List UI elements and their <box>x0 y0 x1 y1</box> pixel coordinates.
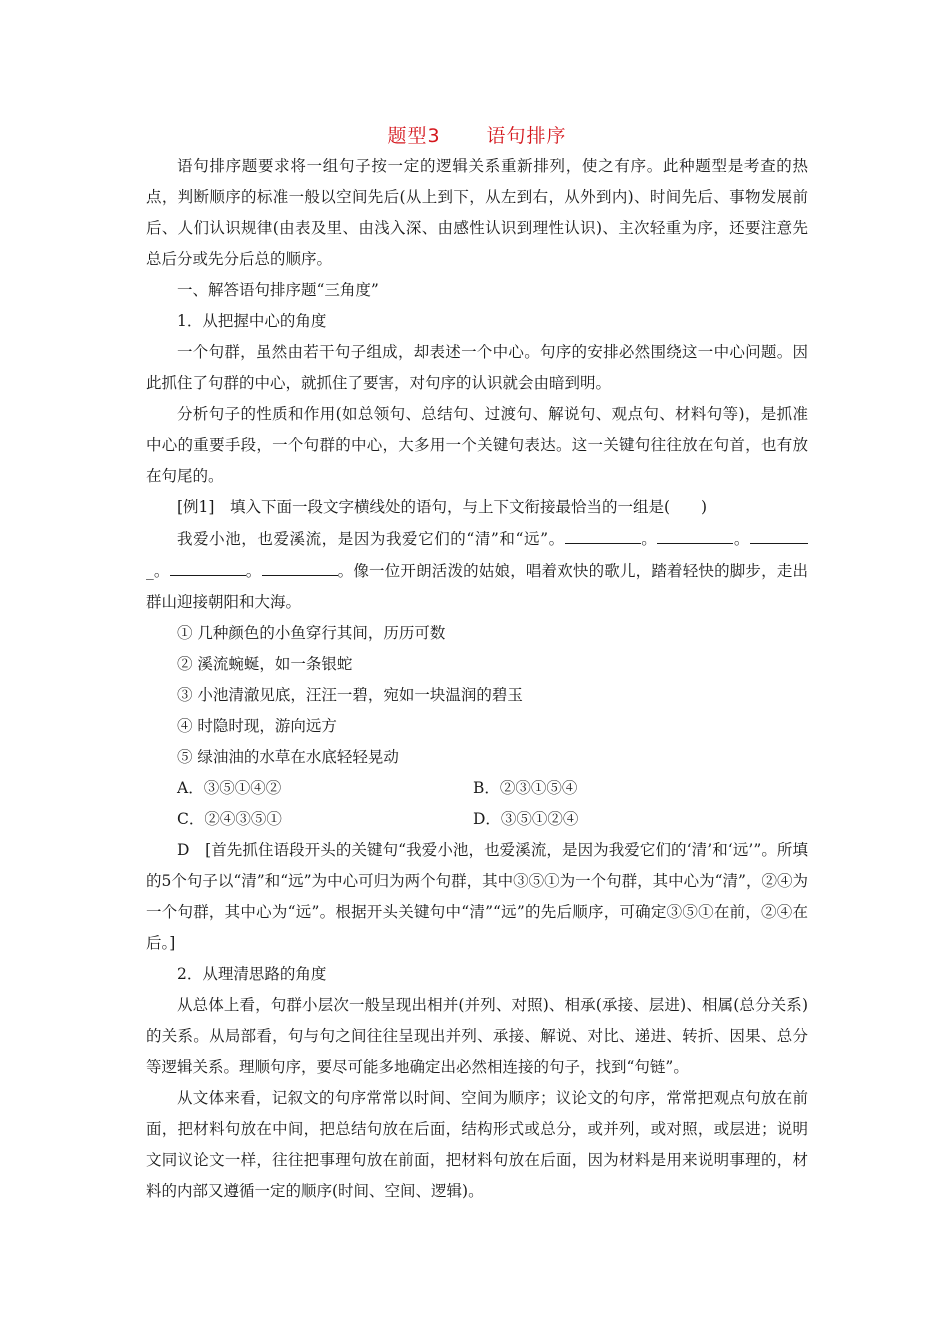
sentence-item: ③ 小池清澈见底，汪汪一碧，宛如一块温润的碧玉 <box>177 686 523 704</box>
options-row <box>146 773 808 804</box>
options-row <box>146 804 808 835</box>
subheading-logic: 2．从理清思路的角度 <box>177 965 327 983</box>
option-a: A．③⑤①④② <box>177 779 282 797</box>
title-type: 题型3 <box>387 125 441 147</box>
sentence-item: ① 几种颜色的小鱼穿行其间，历历可数 <box>177 624 446 642</box>
answer-explanation: D [首先抓住语段开头的关键句“我爱小池，也爱溪流，是因为我爱它们的‘清’和‘远’”。所填的5个句子以“清”和“远”为中心可归为两个句群，其中③⑤①为一个句群，其中心为“清”，②④为一个句群，其中心为“远”。根据开头关键句中“清”“远”的先后顺序，可确定③⑤①在前，②④在后。] <box>146 841 808 952</box>
page-title <box>146 122 808 150</box>
paragraph: 从总体上看，句群小层次一般呈现出相并(并列、对照)、相承(承接、层进)、相属(总分关系)的关系。从局部看，句与句之间往往呈现出并列、承接、解说、对比、递进、转折、因果、总分等逻辑关系。理顺句序，要尽可能多地确定出必然相连接的句子，找到“句链”。 <box>146 996 808 1076</box>
option-c: C．②④③⑤① <box>177 810 282 828</box>
intro-paragraph: 语句排序题要求将一组句子按一定的逻辑关系重新排列，使之有序。此种题型是考查的热点，判断顺序的标准一般以空间先后(从上到下，从左到右，从外到内)、时间先后、事物发展前后、人们认识规律(由表及里、由浅入深、由感性认识到理性认识)、主次轻重为序，还要注意先总后分或先分后总的顺序。 <box>146 157 808 268</box>
example-passage: 我爱小池，也爱溪流，是因为我爱它们的“清”和“远”。 。 。_。 。 。像一位开朗活泼的姑娘，唱着欢快的歌儿，踏着轻快的脚步，走出群山迎接朝阳和大海。 <box>146 523 808 618</box>
answer-blank <box>262 555 338 576</box>
option-d: D．③⑤①②④ <box>473 810 579 828</box>
section-heading: 一、解答语句排序题“三角度” <box>177 281 379 299</box>
option-b: B．②③①⑤④ <box>473 779 578 797</box>
answer-blank <box>657 523 733 544</box>
sentence-item: ⑤ 绿油油的水草在水底轻轻晃动 <box>177 748 399 766</box>
title-topic: 语句排序 <box>486 125 567 147</box>
example-question: [例1] 填入下面一段文字横线处的语句，与上下文衔接最恰当的一组是( ) <box>177 498 708 516</box>
paragraph: 从文体来看，记叙文的句序常常以时间、空间为顺序；议论文的句序，常常把观点句放在前面，把材料句放在中间，把总结句放在后面，结构形式或总分，或并列，或对照，或层进；说明文同议论文一样，往往把事理句放在前面，把材料句放在后面，因为材料是用来说明事理的，材料的内部又遵循一定的顺序(时间、空间、逻辑)。 <box>146 1089 808 1200</box>
subheading-center: 1．从把握中心的角度 <box>177 312 327 330</box>
answer-blank <box>565 523 641 544</box>
paragraph: 一个句群，虽然由若干句子组成，却表述一个中心。句序的安排必然围绕这一中心问题。因此抓住了句群的中心，就抓住了要害，对句序的认识就会由暗到明。 <box>146 343 808 392</box>
answer-blank <box>170 555 246 576</box>
sentence-item: ② 溪流蜿蜒，如一条银蛇 <box>177 655 353 673</box>
sentence-item: ④ 时隐时现，游向远方 <box>177 717 337 735</box>
answer-blank <box>750 523 808 544</box>
paragraph: 分析句子的性质和作用(如总领句、总结句、过渡句、解说句、观点句、材料句等)，是抓准中心的重要手段，一个句群的中心，大多用一个关键句表达。这一关键句往往放在句首，也有放在句尾的。 <box>146 405 808 485</box>
